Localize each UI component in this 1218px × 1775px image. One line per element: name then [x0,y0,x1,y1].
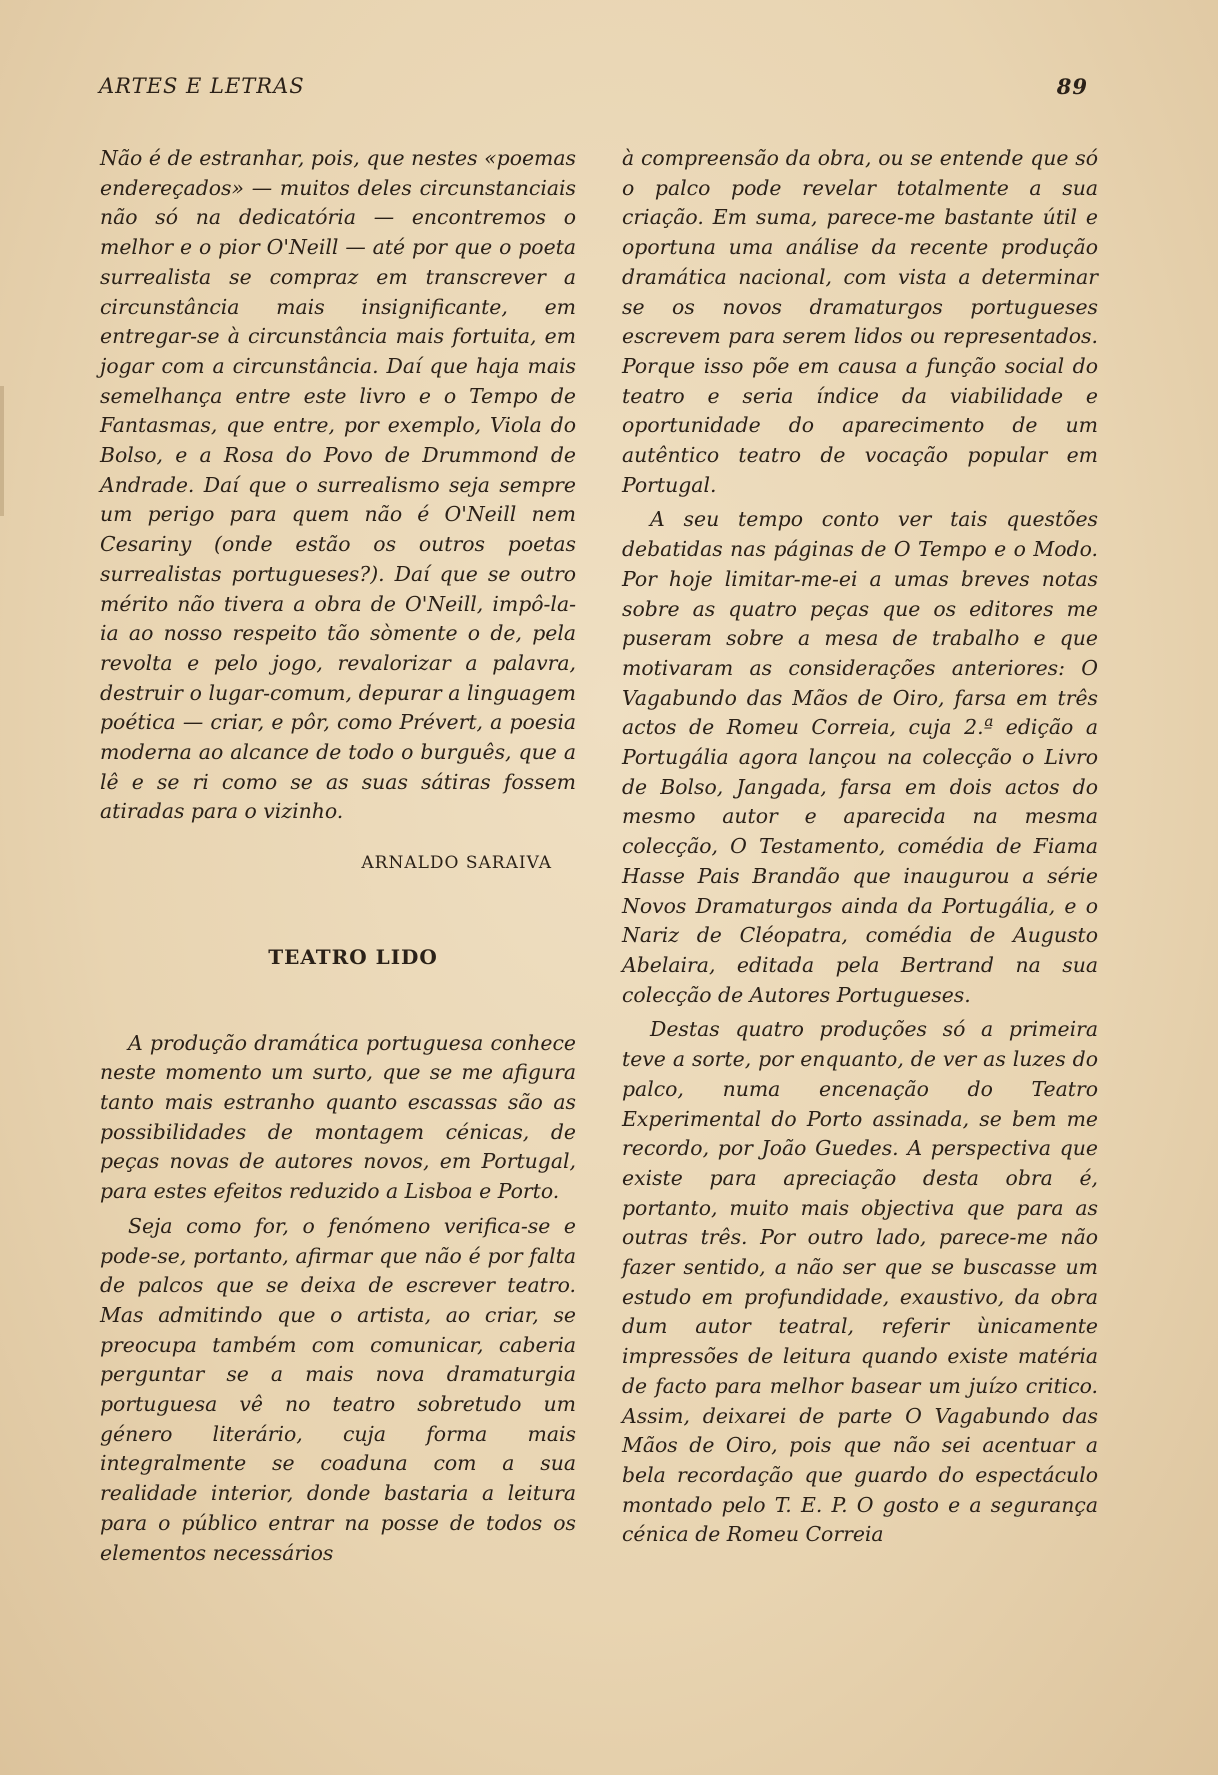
paragraph-teatro-lido-2: Seja como for, o fenómeno verifica-se e pode-se, portanto, afirmar que não é por falta de palcos que se deixa de escrever teatro. Mas admitindo que o artista, ao criar, se preocupa também com comunicar, caberia perguntar se a mais nova dramaturgia portuguesa vê no teatro sobretudo um género literário, cuja forma mais integralmente se coaduna com a sua realidade interior, donde bastaria a leitura para o público entrar na posse de todos os elementos necessários [100,1213,576,1565]
paragraph-first-production: Destas quatro produções só a primeira teve a sorte, por enquanto, de ver as luzes do palco, numa encenação do Teatro Experimental do Porto assinada, se bem me recordo, por João Guedes. A perspectiva que existe para apreciação desta obra é, portanto, muito mais objectiva que para as outras três. Por outro lado, parece-me não fazer sentido, a não ser que se buscasse um estudo em profundidade, exaustivo, da obra dum autor teatral, referir ùnicamente impressões de leitura quando existe matéria de facto para melhor basear um juízo critico. Assim, deixarei de parte O Vagabundo das Mãos de Oiro, pois que não sei acentuar a bela recordação que guardo do espectáculo montado pelo T. E. P. O gosto e a segurança cénica de Romeu Correia [622,1017,1098,1547]
author-signature: ARNALDO SARAIVA [361,853,552,874]
page-header [99,74,1088,104]
page-edge-shadow [0,386,4,516]
paragraph-four-plays: A seu tempo conto ver tais questões debatidas nas páginas de O Tempo e o Modo. Por hoje limitar-me-ei a umas breves notas sobre as quatro peças que os editores me puseram sobre a mesa de trabalho e que motivaram as considerações anteriores: O Vagabundo das Mãos de Oiro, farsa em três actos de Romeu Correia, cuja 2.ª edição a Portugália agora lançou na colecção o Livro de Bolso, Jangada, farsa em dois actos do mesmo autor e aparecida na mesma colecção, O Testamento, comédia de Fiama Hasse Pais Brandão que inaugurou a série Novos Dramaturgos ainda da Portugália, e o Nariz de Cléopatra, comédia de Augusto Abelaira, editada pela Bertrand na sua colecção de Autores Portugueses. [622,507,1098,1007]
page-number: 89 [1056,74,1088,99]
section-title: TEATRO LIDO [268,944,438,969]
left-column [100,144,576,1568]
paragraph-oneill-review: Não é de estranhar, pois, que nestes «poemas endereçados» — muitos deles circunstanciais não só na dedicatória — encontremos o melhor e o pior O'Neill — até por que o poeta surrealista se compraz em transcrever a circunstância mais insignificante, em entregar-se à circunstância mais fortuita, em jogar com a circunstância. Daí que haja mais semelhança entre este livro e o Tempo de Fantasmas, que entre, por exemplo, Viola do Bolso, e a Rosa do Povo de Drummond de Andrade. Daí que o surrealismo seja sempre um perigo para quem não é O'Neill nem Cesariny (onde estão os outros poetas surrealistas portugueses?). Daí que se outro mérito não tivera a obra de O'Neill, impô-la-ia ao nosso respeito tão sòmente o de, pela revolta e pelo jogo, revalorizar a palavra, destruir o lugar-comum, depurar a linguagem poética — criar, e pôr, como Prévert, a poesia moderna ao alcance de todo o burguês, que a lê e se ri como se as suas sátiras fossem atiradas para o vizinho. [100,146,576,824]
running-title: ARTES E LETRAS [99,74,305,98]
paragraph-teatro-lido-1: A produção dramática portuguesa conhece neste momento um surto, que se me afigura tanto mais estranho quanto escassas são as possibilidades de montagem cénicas, de peças novas de autores novos, em Portugal, para estes efeitos reduzido a Lisboa e Porto. [100,1030,576,1204]
paragraph-continuation: à compreensão da obra, ou se entende que só o palco pode revelar totalmente a sua criação. Em suma, parece-me bastante útil e oportuna uma análise da recente produção dramática nacional, com vista a determinar se os novos dramaturgos portugueses escrevem para serem lidos ou representados. Porque isso põe em causa a função social do teatro e seria índice da viabilidade e oportunidade do aparecimento de um autêntico teatro de vocação popular em Portugal. [622,146,1098,497]
right-column [622,144,1098,1550]
